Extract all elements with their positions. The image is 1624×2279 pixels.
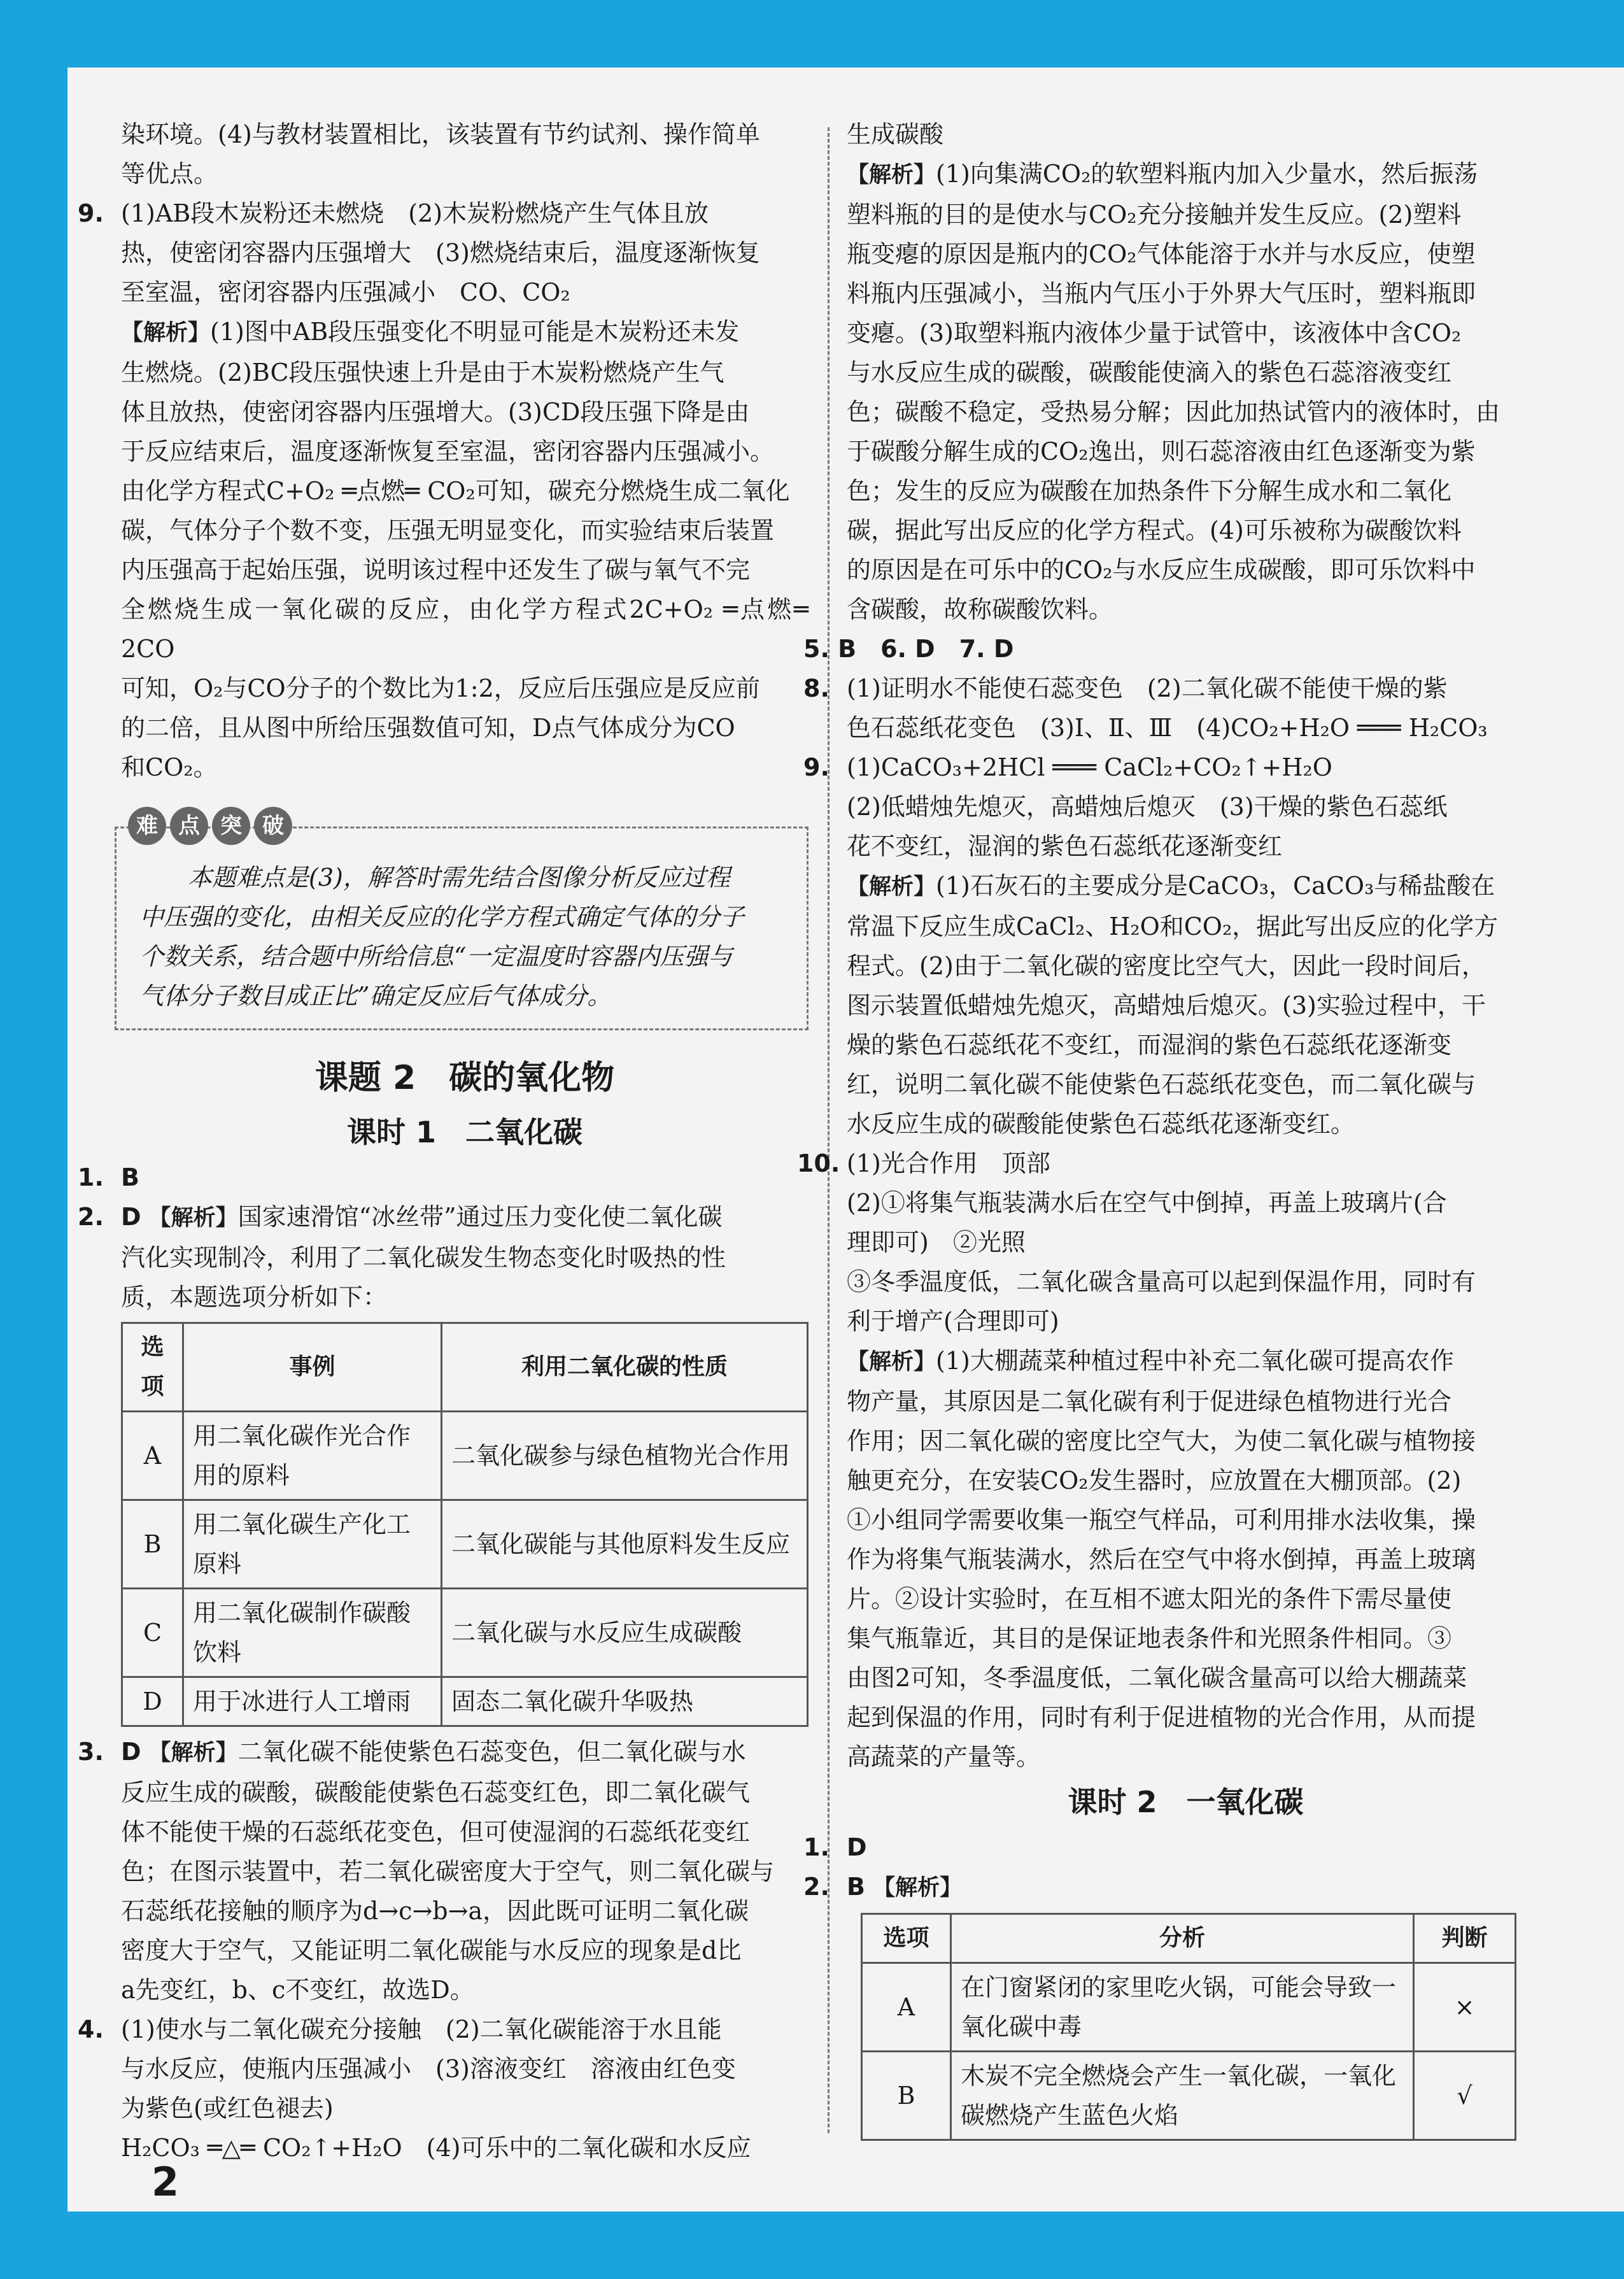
- answer-letter: D: [847, 1833, 867, 1861]
- box-title-char: 突: [212, 807, 250, 845]
- table-cell: 固态二氧化碳升华吸热: [442, 1677, 808, 1726]
- question-number: 2.: [803, 1873, 830, 1901]
- box-line: 中压强的变化，由相关反应的化学方程式确定气体的分子: [139, 903, 745, 931]
- table-header-row: [862, 1914, 1516, 1963]
- analysis-line: 【解析】(1)大棚蔬菜种植过程中补充二氧化碳可提高农作: [847, 1347, 1454, 1375]
- analysis-line: 物产量，其原因是二氧化碳有利于促进绿色植物进行光合: [847, 1388, 1452, 1416]
- table-cell: A: [122, 1412, 183, 1500]
- analysis-table: [861, 1913, 1516, 2141]
- table-cell: 用二氧化碳作光合作用的原料: [183, 1412, 442, 1500]
- analysis-line: 图示装置低蜡烛先熄灭，高蜡烛后熄灭。(3)实验过程中，干: [847, 991, 1486, 1019]
- analysis-line: 瓶变瘪的原因是瓶内的CO₂气体能溶于水并与水反应，使塑: [847, 240, 1476, 268]
- analysis-line: 与水反应生成的碳酸，碳酸能使滴入的紫色石蕊溶液变红: [847, 359, 1452, 387]
- text-line: 生成碳酸: [847, 120, 944, 148]
- period2-question-1: [803, 1828, 1525, 1867]
- question-number: 10.: [797, 1149, 840, 1177]
- period-title: 课时 2 一氧化碳: [1068, 1785, 1304, 1819]
- table-header: 选项: [862, 1914, 951, 1963]
- table-header: 分析: [951, 1914, 1414, 1963]
- answer-line: 花不变红，湿润的紫色石蕊纸花逐渐变红: [847, 832, 1283, 860]
- analysis-line: 体不能使干燥的石蕊纸花变色，但可使湿润的石蕊纸花变红: [121, 1818, 751, 1846]
- question-number: 4.: [78, 2015, 104, 2043]
- table-cell: D: [122, 1677, 183, 1726]
- analysis-line: 程式。(2)由于二氧化碳的密度比空气大，因此一段时间后，: [847, 952, 1486, 980]
- table-cell: √: [1414, 2052, 1516, 2140]
- analysis-line: 含碳酸，故称碳酸饮料。: [847, 595, 1113, 623]
- analysis-tag: 【解析】: [847, 162, 936, 188]
- question-number: 1.: [803, 1833, 830, 1861]
- box-line: 个数关系，结合题中所给信息“一定温度时容器内压强与: [139, 942, 733, 970]
- table-cell: B: [862, 2052, 951, 2140]
- analysis-tag: 【解析】: [148, 1740, 238, 1766]
- analysis-line: 反应生成的碳酸，碳酸能使紫色石蕊变红色，即二氧化碳气: [121, 1778, 751, 1807]
- answer-letter: D: [121, 1738, 141, 1766]
- answer-line: H₂CO₃ ═△═ CO₂↑+H₂O (4)可乐中的二氧化碳和水反应: [121, 2134, 751, 2162]
- analysis-line: 【解析】(1)石灰石的主要成分是CaCO₃，CaCO₃与稀盐酸在: [847, 872, 1495, 900]
- analysis-line: 触更充分，在安装CO₂发生器时，应放置在大棚顶部。(2): [847, 1466, 1462, 1494]
- question-number: 3.: [78, 1738, 104, 1766]
- analysis-line: 和CO₂。: [121, 753, 218, 781]
- analysis-line: 塑料瓶的目的是使水与CO₂充分接触并发生反应。(2)塑料: [847, 201, 1462, 229]
- analysis-line: 料瓶内压强减小，当瓶内气压小于外界大气压时，塑料瓶即: [847, 280, 1476, 308]
- analysis-line: 【解析】(1)向集满CO₂的软塑料瓶内加入少量水，然后振荡: [847, 160, 1478, 188]
- analysis-line: 片。②设计实验时，在互相不遮太阳光的条件下需尽量使: [847, 1585, 1452, 1613]
- period2-question-2: [803, 1867, 1525, 2141]
- table-header: 利用二氧化碳的性质: [442, 1323, 808, 1412]
- table-header-row: [122, 1323, 808, 1412]
- answer-line: 为紫色(或红色褪去): [121, 2094, 334, 2122]
- analysis-line: 可知，O₂与CO分子的个数比为1:2，反应后压强应是反应前: [121, 674, 760, 702]
- question-number: 9.: [803, 753, 830, 781]
- table-row: [862, 1963, 1516, 2052]
- left-column: [78, 115, 808, 2168]
- question-10: [797, 1144, 1525, 1777]
- question-number: 8.: [803, 674, 830, 702]
- answer-letter: D: [121, 1203, 141, 1231]
- box-line: 本题难点是(3)，解答时需先结合图像分析反应过程: [188, 863, 730, 891]
- answer-line: (1)CaCO₃+2HCl ═══ CaCl₂+CO₂↑+H₂O: [847, 753, 1332, 781]
- answer-line: 与水反应，使瓶内压强减小 (3)溶液变红 溶液由红色变: [121, 2055, 736, 2083]
- answer-line: (1)光合作用 顶部: [847, 1149, 1050, 1177]
- question-8: [803, 669, 1525, 748]
- analysis-line: a先变红，b、c不变红，故选D。: [121, 1976, 474, 2004]
- question-9: [78, 194, 808, 787]
- analysis-line: 体且放热，使密闭容器内压强增大。(3)CD段压强下降是由: [121, 398, 750, 426]
- analysis-line: 由图2可知，冬季温度低，二氧化碳含量高可以给大棚蔬菜: [847, 1664, 1467, 1692]
- answer-letter: B: [847, 1873, 865, 1901]
- question-3: [78, 1732, 808, 2010]
- table-cell: C: [122, 1589, 183, 1677]
- analysis-line: 燥的紫色石蕊纸花不变红，而湿润的紫色石蕊纸花逐渐变: [847, 1031, 1452, 1059]
- analysis-tag: 【解析】: [847, 874, 936, 900]
- analysis-tag: 【解析】: [148, 1205, 238, 1231]
- answer-line: 色石蕊纸花变色 (3)Ⅰ、Ⅱ、Ⅲ (4)CO₂+H₂O ═══ H₂CO₃: [847, 714, 1488, 742]
- analysis-text: 国家速滑馆“冰丝带”通过压力变化使二氧化碳: [237, 1203, 723, 1231]
- lesson-title: 课题 2 碳的氧化物: [314, 1059, 615, 1097]
- analysis-line: 高蔬菜的产量等。: [847, 1743, 1041, 1771]
- analysis-line: 红，说明二氧化碳不能使紫色石蕊纸花变色，而二氧化碳与: [847, 1070, 1476, 1098]
- analysis-line: ①小组同学需要收集一瓶空气样品，可利用排水法收集，操: [847, 1506, 1476, 1534]
- analysis-tag: 【解析】: [121, 320, 211, 346]
- answer-line: 至室温，密闭容器内压强减小 CO、CO₂: [121, 278, 570, 306]
- analysis-line: 于碳酸分解生成的CO₂逸出，则石蕊溶液由红色逐渐变为紫: [847, 437, 1476, 465]
- analysis-line: 密度大于空气，又能证明二氧化碳能与水反应的现象是d比: [121, 1936, 742, 1964]
- table-cell: 二氧化碳参与绿色植物光合作用: [442, 1412, 808, 1500]
- analysis-line: 作为将集气瓶装满水，然后在空气中将水倒掉，再盖上玻璃: [847, 1545, 1476, 1573]
- text-line: 染环境。(4)与教材装置相比，该装置有节约试剂、操作简单: [121, 120, 760, 148]
- table-header: 判断: [1414, 1914, 1516, 1963]
- table-row: [122, 1677, 808, 1726]
- analysis-line: 的二倍，且从图中所给压强数值可知，D点气体成分为CO: [121, 714, 735, 742]
- answer-line: ③冬季温度低，二氧化碳含量高可以起到保温作用，同时有: [847, 1268, 1476, 1296]
- question-4: [78, 2010, 808, 2168]
- analysis-line: 常温下反应生成CaCl₂、H₂O和CO₂，据此写出反应的化学方: [847, 912, 1499, 941]
- analysis-line: 色；发生的反应为碳酸在加热条件下分解生成水和二氧化: [847, 477, 1452, 505]
- box-line: 气体分子数目成正比”确定反应后气体成分。: [139, 982, 612, 1010]
- table-cell: 用二氧化碳生产化工原料: [183, 1500, 442, 1589]
- question-1: [78, 1158, 808, 1197]
- answer-line: (2)低蜡烛先熄灭，高蜡烛后熄灭 (3)干燥的紫色石蕊纸: [847, 793, 1448, 821]
- analysis-line: 起到保温的作用，同时有利于促进植物的光合作用，从而提: [847, 1703, 1476, 1731]
- answer-line: (1)AB段木炭粉还未燃烧 (2)木炭粉燃烧产生气体且放: [121, 199, 709, 227]
- analysis-line: 生燃烧。(2)BC段压强快速上升是由于木炭粉燃烧产生气: [121, 359, 724, 387]
- answer-letter: B: [121, 1163, 139, 1191]
- table-cell: B: [122, 1500, 183, 1589]
- analysis-line: 变瘪。(3)取塑料瓶内液体少量于试管中，该液体中含CO₂: [847, 319, 1462, 347]
- analysis-line: 碳，据此写出反应的化学方程式。(4)可乐被称为碳酸饮料: [847, 516, 1462, 544]
- box-title: [128, 807, 292, 845]
- analysis-tag: 【解析】: [873, 1875, 963, 1901]
- answer-line: 5. B 6. D 7. D: [803, 635, 1014, 663]
- analysis-tag: 【解析】: [847, 1349, 936, 1375]
- answer-line: 理即可) ②光照: [847, 1228, 1026, 1256]
- question-number: 9.: [78, 199, 104, 227]
- options-table: [121, 1322, 808, 1727]
- analysis-line: 碳，气体分子个数不变，压强无明显变化，而实验结束后装置: [121, 516, 775, 544]
- table-header: 事例: [183, 1323, 442, 1412]
- table-row: [862, 2052, 1516, 2140]
- analysis-line: 的原因是在可乐中的CO₂与水反应生成碳酸，即可乐饮料中: [847, 556, 1476, 584]
- table-cell: 木炭不完全燃烧会产生一氧化碳，一氧化碳燃烧产生蓝色火焰: [951, 2052, 1414, 2140]
- table-cell: 用二氧化碳制作碳酸饮料: [183, 1589, 442, 1677]
- analysis-line: 【解析】(1)图中AB段压强变化不明显可能是木炭粉还未发: [121, 318, 740, 346]
- right-column: [797, 115, 1525, 2146]
- analysis-line: 全燃烧生成一氧化碳的反应，由化学方程式2C+O₂ ═点燃═ 2CO: [121, 595, 808, 663]
- question-9-right: [803, 748, 1525, 1144]
- analysis-line: 于反应结束后，温度逐渐恢复至室温，密闭容器内压强减小。: [121, 437, 775, 465]
- box-title-char: 破: [254, 807, 292, 845]
- analysis-line: 水反应生成的碳酸能使紫色石蕊纸花逐渐变红。: [847, 1110, 1355, 1138]
- difficulty-breakthrough-box: [115, 813, 808, 1030]
- table-cell: ×: [1414, 1963, 1516, 2052]
- answer-line: (1)使水与二氧化碳充分接触 (2)二氧化碳能溶于水且能: [121, 2015, 722, 2043]
- analysis-line: 色；碳酸不稳定，受热易分解；因此加热试管内的液体时，由: [847, 398, 1500, 426]
- analysis-text: 二氧化碳不能使紫色石蕊变色，但二氧化碳与水: [237, 1738, 746, 1766]
- table-cell: 用于冰进行人工增雨: [183, 1677, 442, 1726]
- page-number: 2: [152, 2159, 180, 2205]
- table-row: [122, 1500, 808, 1589]
- box-title-char: 点: [170, 807, 208, 845]
- questions-5-7: [803, 629, 1525, 669]
- answer-line: (2)①将集气瓶装满水后在空气中倒掉，再盖上玻璃片(合: [847, 1189, 1447, 1217]
- analysis-line: 集气瓶靠近，其目的是保证地表条件和光照条件相同。③: [847, 1624, 1452, 1652]
- table-cell: 二氧化碳与水反应生成碳酸: [442, 1589, 808, 1677]
- text-line: 等优点。: [121, 160, 218, 188]
- answer-line: (1)证明水不能使石蕊变色 (2)二氧化碳不能使干燥的紫: [847, 674, 1448, 702]
- question-number: 1.: [78, 1163, 104, 1191]
- table-row: [122, 1589, 808, 1677]
- answer-line: 利于增产(合理即可): [847, 1307, 1059, 1335]
- table-cell: 二氧化碳能与其他原料发生反应: [442, 1500, 808, 1589]
- question-2: [78, 1197, 808, 1727]
- analysis-line: 由化学方程式C+O₂ ═点燃═ CO₂可知，碳充分燃烧生成二氧化: [121, 477, 790, 505]
- table-header: 选项: [122, 1323, 183, 1412]
- analysis-line: 汽化实现制冷，利用了二氧化碳发生物态变化时吸热的性: [121, 1244, 726, 1272]
- period-title: 课时 1 二氧化碳: [346, 1115, 583, 1149]
- analysis-line: 石蕊纸花接触的顺序为d→c→b→a，因此既可证明二氧化碳: [121, 1897, 749, 1925]
- box-title-char: 难: [128, 807, 166, 845]
- question-number: 2.: [78, 1203, 104, 1231]
- analysis-line: 质，本题选项分析如下：: [121, 1283, 388, 1311]
- analysis-line: 色；在图示装置中，若二氧化碳密度大于空气，则二氧化碳与: [121, 1857, 775, 1885]
- table-cell: 在门窗紧闭的家里吃火锅，可能会导致一氧化碳中毒: [951, 1963, 1414, 2052]
- analysis-line: 作用；因二氧化碳的密度比空气大，为使二氧化碳与植物接: [847, 1427, 1476, 1455]
- answer-line: 热，使密闭容器内压强增大 (3)燃烧结束后，温度逐渐恢复: [121, 239, 760, 267]
- table-row: [122, 1412, 808, 1500]
- analysis-line: 内压强高于起始压强，说明该过程中还发生了碳与氧气不完: [121, 556, 751, 584]
- table-cell: A: [862, 1963, 951, 2052]
